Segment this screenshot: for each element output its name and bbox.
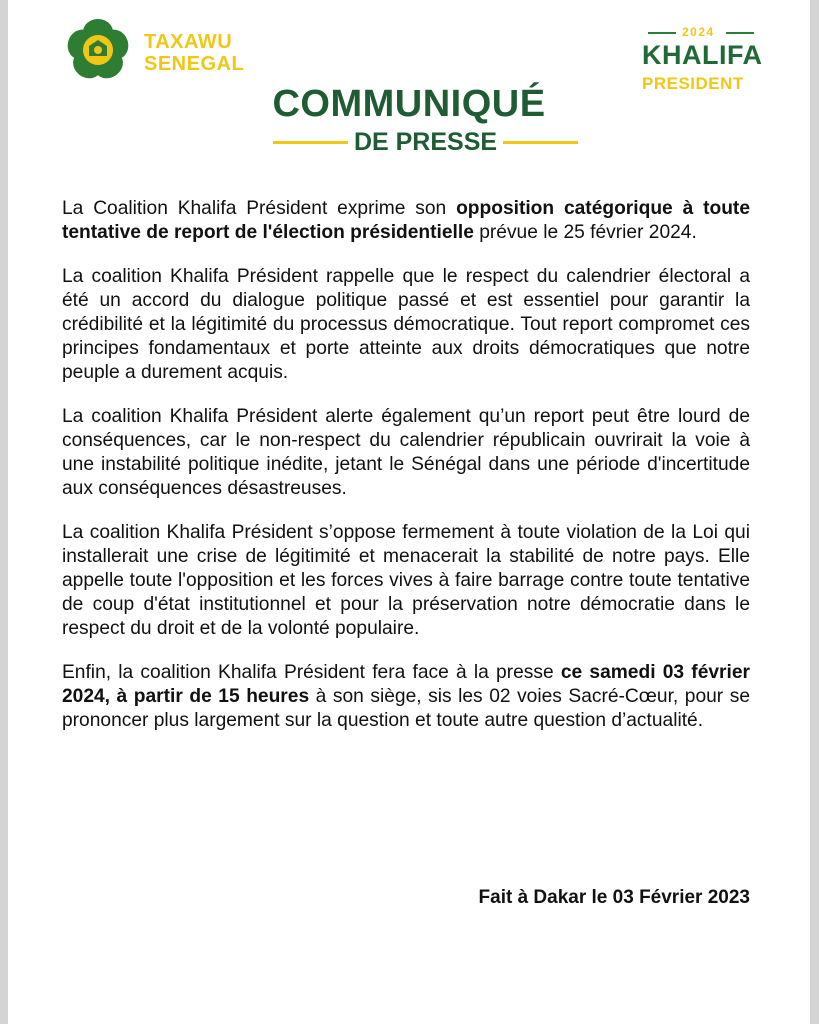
party-name-line2: SENEGAL <box>144 53 245 75</box>
paragraph-1-text-b: prévue le 25 février 2024. <box>473 222 697 243</box>
year-divider-left <box>648 32 676 34</box>
subtitle-divider-right <box>503 141 578 144</box>
campaign-subtitle: PRESIDENT <box>642 74 744 93</box>
document-title: COMMUNIQUÉ <box>272 83 546 125</box>
party-name-line1: TAXAWU <box>144 31 233 53</box>
paragraph-5-text-b: à son siège, sis les 02 voies Sacré-Cœur, pour se prononcer plus largement sur la question et toute autre question d’actualité. <box>62 686 750 731</box>
paragraph-1-bold: opposition catégorique à toute tentative de report de l'élection présidentielle <box>62 198 750 243</box>
campaign-year-row <box>648 26 754 40</box>
document-subtitle: DE PRESSE <box>353 128 498 156</box>
paragraph-1 <box>62 197 750 245</box>
paragraph-3: La coalition Khalifa Président alerte également qu’un report peut être lourd de conséquences, car le non-respect du calendrier républicain ouvrirait la voie à une instabilité politique inédite, jetant le Sénégal dans une période d'incertitude aux conséquences désastreuses. <box>62 406 750 499</box>
press-release-body <box>62 197 750 753</box>
paragraph-5-text-a: Enfin, la coalition Khalifa Président fera face à la presse <box>62 662 561 683</box>
paragraph-5 <box>62 661 750 733</box>
paragraph-5-bold: ce samedi 03 février 2024, à partir de 15 heures <box>62 662 750 707</box>
paragraph-4: La coalition Khalifa Président s’oppose fermement à toute violation de la Loi qui installerait une crise de légitimité et menacerait la stabilité de notre pays. Elle appelle toute l'opposition et les forces vives à faire barrage contre toute tentative de coup d'état institutionnel et pour la préservation notre démocratie dans le respect du droit et de la volonté populaire. <box>62 522 750 639</box>
campaign-year: 2024 <box>682 25 715 39</box>
taxawu-senegal-logo <box>62 14 282 84</box>
signature-line: Fait à Dakar le 03 Février 2023 <box>478 887 750 908</box>
campaign-candidate-name: KHALIFA <box>642 40 763 70</box>
paragraph-1-text-a: La Coalition Khalifa Président exprime son <box>62 198 457 219</box>
paragraph-2: La coalition Khalifa Président rappelle que le respect du calendrier électoral a été un accord du dialogue politique passé et est essentiel pour garantir la crédibilité et la légitimité du processus démocratique. Tout report compromet ces principes fondamentaux et porte atteinte aux droits démocratiques que notre peuple a durement acquis. <box>62 266 750 383</box>
press-release-page <box>8 0 810 1024</box>
document-subtitle-row <box>273 127 578 157</box>
year-divider-right <box>726 32 754 34</box>
taxawu-flower-logo-icon <box>62 14 134 84</box>
